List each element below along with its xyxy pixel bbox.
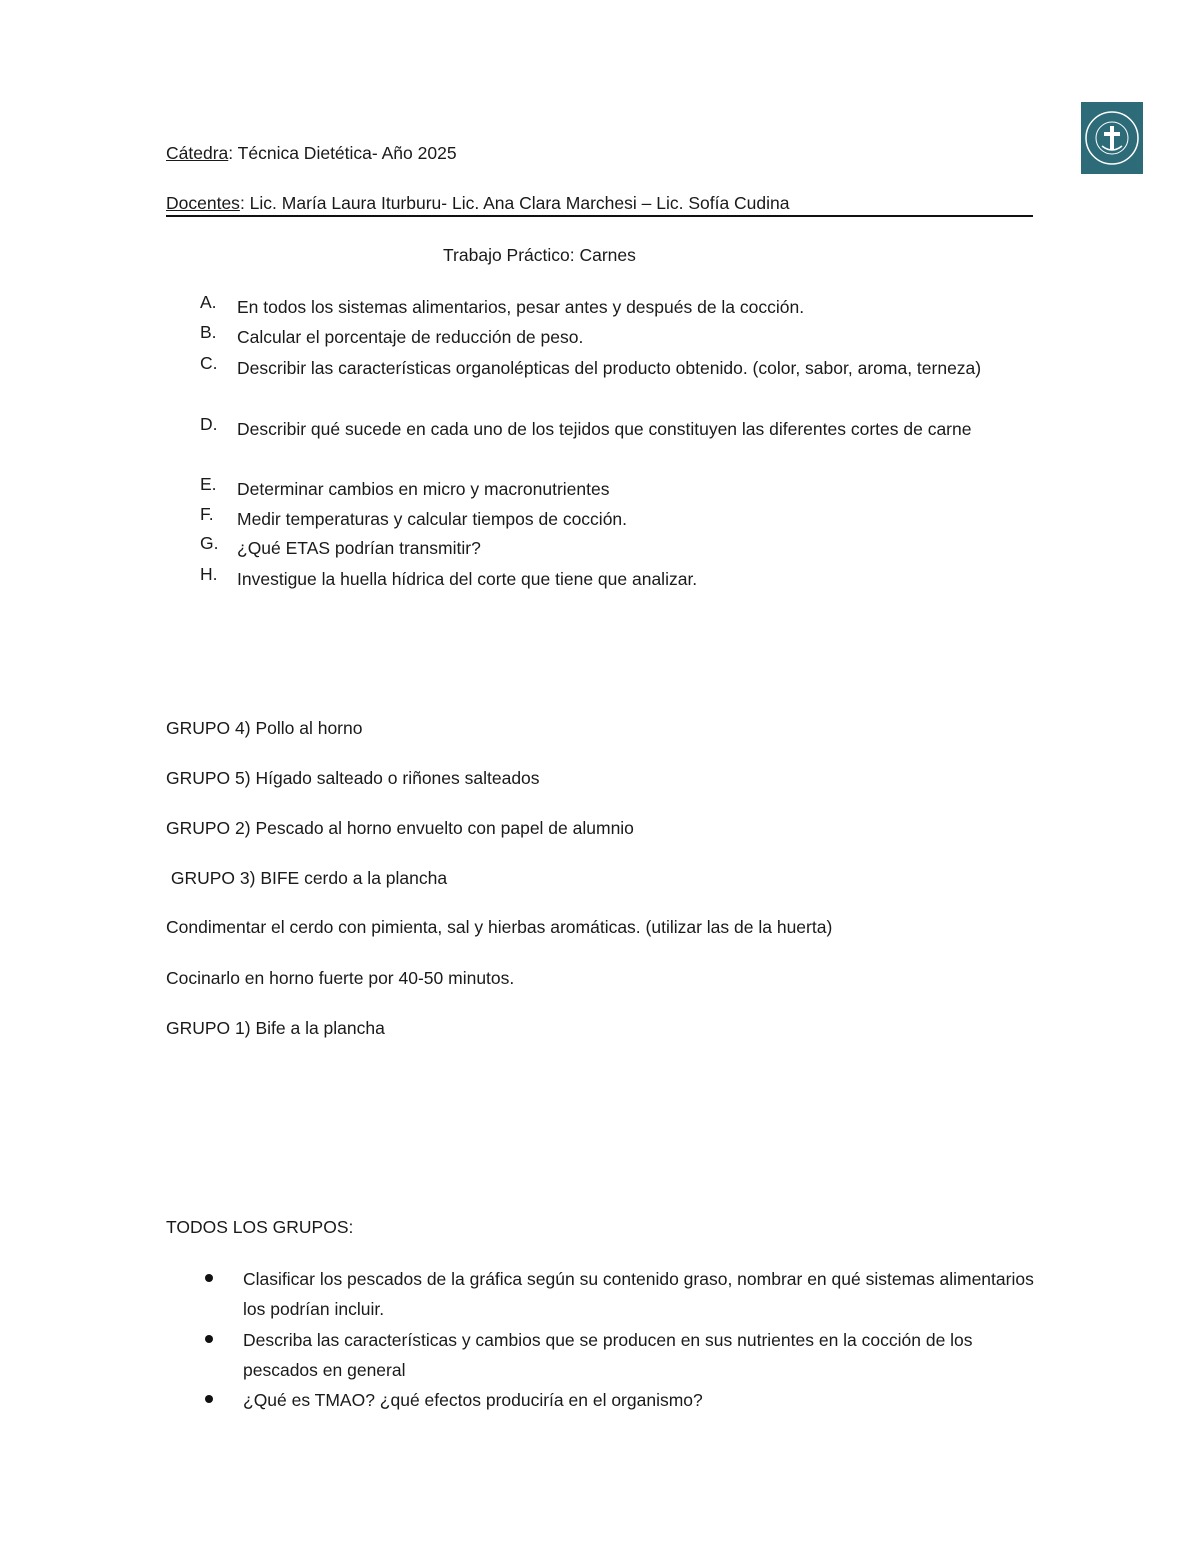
docentes-label: Docentes bbox=[166, 193, 240, 213]
catedra-line bbox=[166, 143, 457, 164]
task-text: Medir temperaturas y calcular tiempos de cocción. bbox=[237, 509, 628, 529]
task-marker: F. bbox=[200, 504, 214, 524]
group-line: GRUPO 3) BIFE cerdo a la plancha bbox=[166, 868, 448, 888]
all-groups-item-text: Clasificar los pescados de la gráfica según su contenido graso, nombrar en qué sistemas alimentarios los podrían incluir. bbox=[243, 1269, 1034, 1319]
task-text: Describir las características organolépticas del producto obtenido. (color, sabor, aroma, terneza) bbox=[237, 358, 982, 378]
task-text: ¿Qué ETAS podrían transmitir? bbox=[237, 538, 481, 558]
header-divider bbox=[166, 215, 1033, 217]
task-text: Determinar cambios en micro y macronutrientes bbox=[237, 479, 610, 499]
catedra-value: : Técnica Dietética- Año 2025 bbox=[228, 143, 457, 163]
task-text: En todos los sistemas alimentarios, pesar antes y después de la cocción. bbox=[237, 297, 805, 317]
university-seal-icon bbox=[1081, 102, 1143, 174]
group-line: GRUPO 4) Pollo al horno bbox=[166, 718, 363, 738]
page-title: Trabajo Práctico: Carnes bbox=[443, 245, 636, 265]
task-marker: G. bbox=[200, 533, 219, 553]
group-line: GRUPO 2) Pescado al horno envuelto con papel de alumnio bbox=[166, 818, 634, 838]
task-marker: E. bbox=[200, 474, 217, 494]
group-line: GRUPO 5) Hígado salteado o riñones salteados bbox=[166, 768, 540, 788]
bullet-icon bbox=[205, 1395, 213, 1403]
group-line: Condimentar el cerdo con pimienta, sal y hierbas aromáticas. (utilizar las de la huerta) bbox=[166, 917, 833, 937]
task-text: Investigue la huella hídrica del corte que tiene que analizar. bbox=[237, 569, 698, 589]
all-groups-heading: TODOS LOS GRUPOS: bbox=[166, 1217, 354, 1237]
task-marker: C. bbox=[200, 353, 218, 373]
task-marker: A. bbox=[200, 292, 217, 312]
task-marker: H. bbox=[200, 564, 218, 584]
task-marker: B. bbox=[200, 322, 217, 342]
task-marker: D. bbox=[200, 414, 218, 434]
catedra-label: Cátedra bbox=[166, 143, 229, 163]
task-text: Describir qué sucede en cada uno de los tejidos que constituyen las diferentes cortes de carne bbox=[237, 419, 972, 439]
university-logo bbox=[1081, 102, 1143, 174]
all-groups-item-text: ¿Qué es TMAO? ¿qué efectos produciría en el organismo? bbox=[243, 1390, 703, 1410]
docentes-value: : Lic. María Laura Iturburu- Lic. Ana Clara Marchesi – Lic. Sofía Cudina bbox=[239, 193, 790, 213]
bullet-icon bbox=[205, 1274, 213, 1282]
task-text: Calcular el porcentaje de reducción de peso. bbox=[237, 327, 584, 347]
bullet-icon bbox=[205, 1335, 213, 1343]
group-line: Cocinarlo en horno fuerte por 40-50 minutos. bbox=[166, 968, 515, 988]
group-line: GRUPO 1) Bife a la plancha bbox=[166, 1018, 385, 1038]
all-groups-item-text: Describa las características y cambios que se producen en sus nutrientes en la cocción de los pescados en general bbox=[243, 1330, 973, 1380]
docentes-line bbox=[166, 193, 790, 214]
